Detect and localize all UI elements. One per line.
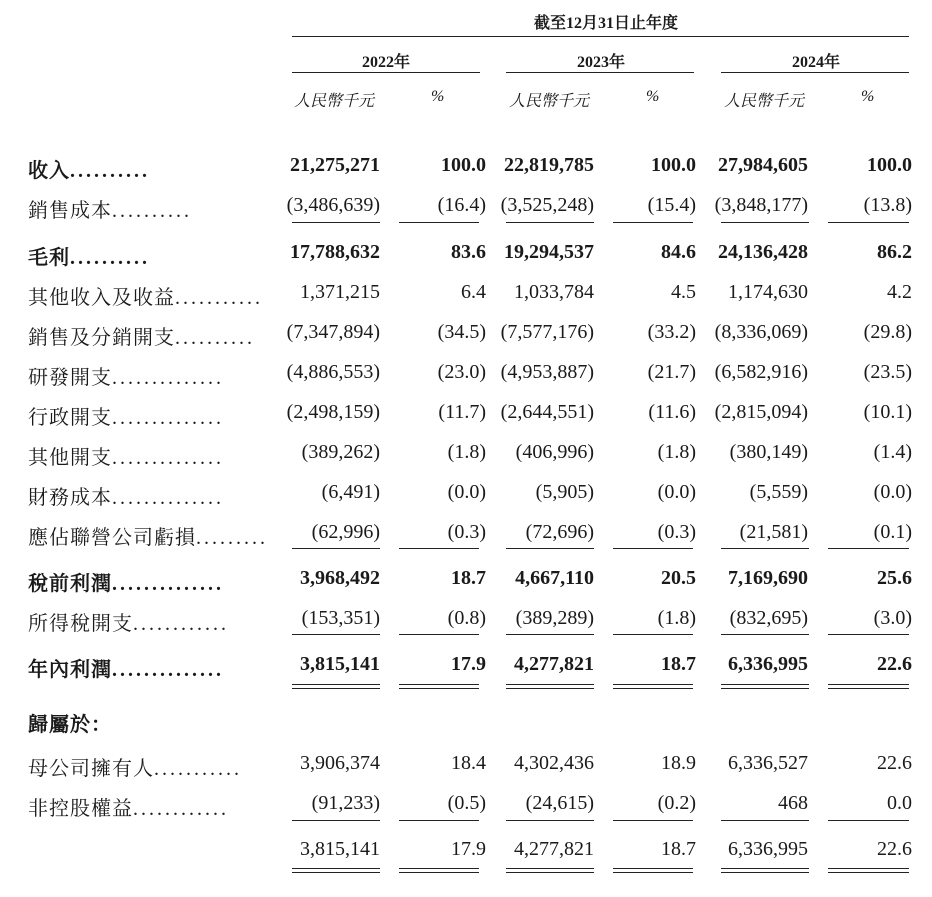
double-rule-total bbox=[721, 868, 809, 869]
double-rule-total-second bbox=[721, 872, 809, 873]
table-row bbox=[0, 792, 932, 822]
double-rule-profit-second bbox=[292, 688, 380, 689]
rule-after-tax bbox=[721, 634, 809, 635]
cell-pct-2024: 4.2 bbox=[887, 281, 912, 303]
rule-after-cost bbox=[506, 222, 594, 223]
table-row bbox=[0, 752, 932, 782]
cell-pct-2022: (0.8) bbox=[447, 607, 486, 629]
row-label bbox=[28, 281, 263, 310]
cell-amount-2023: 4,277,821 bbox=[514, 653, 594, 675]
cell-amount-2022: 3,815,141 bbox=[300, 838, 380, 860]
row-label-text: 銷售及分銷開支 bbox=[28, 327, 175, 349]
double-rule-total bbox=[828, 868, 909, 869]
cell-pct-2024: 22.6 bbox=[877, 838, 912, 860]
cell-amount-2024: (2,815,094) bbox=[714, 401, 808, 423]
table-row bbox=[0, 481, 932, 511]
unit-pct-2023: % bbox=[646, 88, 660, 105]
cell-amount-2023: (7,577,176) bbox=[500, 321, 594, 343]
cell-amount-2024: 6,336,995 bbox=[728, 838, 808, 860]
cell-pct-2024: (0.1) bbox=[873, 521, 912, 543]
cell-amount-2022: (2,498,159) bbox=[286, 401, 380, 423]
cell-amount-2023: (72,696) bbox=[525, 521, 594, 543]
double-rule-profit-second bbox=[506, 688, 594, 689]
rule-after-tax bbox=[399, 634, 479, 635]
rule-after-cost bbox=[292, 222, 380, 223]
year-2022: 2022年 bbox=[362, 54, 411, 71]
cell-pct-2022: (16.4) bbox=[437, 194, 486, 216]
cell-amount-2023: (3,525,248) bbox=[500, 194, 594, 216]
rule-after-tax bbox=[292, 634, 380, 635]
cell-amount-2023: 1,033,784 bbox=[514, 281, 594, 303]
unit-amount-2024: 人民幣千元 bbox=[724, 93, 805, 110]
leader-dots: ......... bbox=[196, 527, 268, 549]
cell-pct-2023: (33.2) bbox=[647, 321, 696, 343]
year-rule-2022 bbox=[292, 72, 480, 73]
double-rule-total bbox=[399, 868, 479, 869]
cell-amount-2024: 7,169,690 bbox=[728, 567, 808, 589]
table-row bbox=[0, 361, 932, 391]
cell-pct-2022: (23.0) bbox=[437, 361, 486, 383]
rule-after-cost bbox=[399, 222, 479, 223]
row-label-text: 歸屬於： bbox=[28, 714, 112, 736]
cell-pct-2022: (34.5) bbox=[437, 321, 486, 343]
row-label-text: 年內利潤 bbox=[28, 659, 112, 681]
row-label-text: 研發開支 bbox=[28, 367, 112, 389]
double-rule-profit-second bbox=[828, 688, 909, 689]
row-label bbox=[28, 607, 229, 636]
cell-pct-2023: 84.6 bbox=[661, 241, 696, 263]
cell-amount-2022: (389,262) bbox=[301, 441, 380, 463]
cell-pct-2024: (23.5) bbox=[863, 361, 912, 383]
leader-dots: .......... bbox=[175, 327, 255, 349]
cell-amount-2022: (153,351) bbox=[301, 607, 380, 629]
cell-amount-2023: 4,667,110 bbox=[515, 567, 594, 589]
double-rule-profit bbox=[506, 684, 594, 685]
cell-pct-2023: 18.7 bbox=[661, 838, 696, 860]
rule-after-minority bbox=[399, 820, 479, 821]
row-label bbox=[28, 481, 224, 510]
cell-pct-2023: 4.5 bbox=[671, 281, 696, 303]
cell-amount-2024: (832,695) bbox=[729, 607, 808, 629]
rule-after-associates bbox=[721, 548, 809, 549]
rule-after-minority bbox=[292, 820, 380, 821]
cell-pct-2022: 17.9 bbox=[451, 838, 486, 860]
cell-amount-2022: (62,996) bbox=[311, 521, 380, 543]
row-label-text: 毛利 bbox=[28, 247, 70, 269]
row-label bbox=[28, 241, 150, 270]
cell-amount-2024: (21,581) bbox=[739, 521, 808, 543]
table-row bbox=[0, 281, 932, 311]
cell-amount-2024: (6,582,916) bbox=[714, 361, 808, 383]
cell-pct-2024: 22.6 bbox=[877, 752, 912, 774]
cell-pct-2023: 100.0 bbox=[651, 154, 696, 176]
cell-pct-2022: (11.7) bbox=[438, 401, 486, 423]
row-label-text: 收入 bbox=[28, 160, 70, 182]
row-label bbox=[28, 401, 224, 430]
leader-dots: .......... bbox=[70, 160, 150, 182]
cell-pct-2023: 20.5 bbox=[661, 567, 696, 589]
cell-pct-2022: 18.4 bbox=[451, 752, 486, 774]
row-label-text: 稅前利潤 bbox=[28, 573, 112, 595]
cell-amount-2022: 21,275,271 bbox=[290, 154, 380, 176]
year-rule-2023 bbox=[506, 72, 694, 73]
double-rule-profit bbox=[399, 684, 479, 685]
cell-amount-2024: 6,336,995 bbox=[728, 653, 808, 675]
row-label-text: 其他開支 bbox=[28, 447, 112, 469]
unit-amount-2023: 人民幣千元 bbox=[509, 93, 590, 110]
rule-after-minority bbox=[828, 820, 909, 821]
leader-dots: ............ bbox=[133, 798, 229, 820]
year-rule-2024 bbox=[721, 72, 909, 73]
cell-amount-2024: (3,848,177) bbox=[714, 194, 808, 216]
leader-dots: .............. bbox=[112, 487, 224, 509]
cell-pct-2023: (0.2) bbox=[657, 792, 696, 814]
year-2023: 2023年 bbox=[577, 54, 626, 71]
rule-after-minority bbox=[721, 820, 809, 821]
cell-amount-2022: (91,233) bbox=[311, 792, 380, 814]
table-row bbox=[0, 838, 932, 868]
leader-dots: .............. bbox=[112, 367, 224, 389]
table-row bbox=[0, 194, 932, 224]
row-label bbox=[28, 521, 268, 550]
rule-after-tax bbox=[613, 634, 693, 635]
row-label bbox=[28, 653, 224, 682]
double-rule-total-second bbox=[292, 872, 380, 873]
rule-after-associates bbox=[399, 548, 479, 549]
cell-pct-2022: 18.7 bbox=[451, 567, 486, 589]
row-label bbox=[28, 441, 224, 470]
cell-pct-2023: (0.3) bbox=[657, 521, 696, 543]
cell-amount-2022: 1,371,215 bbox=[300, 281, 380, 303]
double-rule-total bbox=[292, 868, 380, 869]
row-label-text: 應佔聯營公司虧損 bbox=[28, 527, 196, 549]
cell-pct-2023: (1.8) bbox=[657, 607, 696, 629]
table-row bbox=[0, 653, 932, 683]
row-label-text: 財務成本 bbox=[28, 487, 112, 509]
double-rule-profit bbox=[721, 684, 809, 685]
leader-dots: ............ bbox=[133, 613, 229, 635]
cell-amount-2023: (406,996) bbox=[515, 441, 594, 463]
row-label bbox=[28, 361, 224, 390]
cell-amount-2024: (380,149) bbox=[729, 441, 808, 463]
cell-pct-2024: (1.4) bbox=[873, 441, 912, 463]
row-label bbox=[28, 194, 192, 223]
double-rule-total-second bbox=[506, 872, 594, 873]
rule-after-cost bbox=[721, 222, 809, 223]
cell-amount-2024: 27,984,605 bbox=[718, 154, 808, 176]
double-rule-profit bbox=[613, 684, 693, 685]
unit-amount-2022: 人民幣千元 bbox=[294, 93, 375, 110]
rule-after-associates bbox=[613, 548, 693, 549]
double-rule-profit-second bbox=[613, 688, 693, 689]
leader-dots: .............. bbox=[112, 447, 224, 469]
row-label-text: 銷售成本 bbox=[28, 200, 112, 222]
double-rule-total-second bbox=[399, 872, 479, 873]
table-row bbox=[0, 607, 932, 637]
cell-pct-2022: 6.4 bbox=[461, 281, 486, 303]
cell-pct-2022: 17.9 bbox=[451, 653, 486, 675]
period-title: 截至12月31日止年度 bbox=[534, 15, 679, 32]
cell-pct-2024: (29.8) bbox=[863, 321, 912, 343]
cell-amount-2024: (5,559) bbox=[749, 481, 808, 503]
cell-pct-2024: 25.6 bbox=[877, 567, 912, 589]
row-label bbox=[28, 708, 112, 737]
cell-amount-2024: 468 bbox=[778, 792, 808, 814]
row-label-text: 母公司擁有人 bbox=[28, 758, 154, 780]
cell-amount-2024: 24,136,428 bbox=[718, 241, 808, 263]
cell-pct-2022: (0.0) bbox=[447, 481, 486, 503]
double-rule-profit bbox=[292, 684, 380, 685]
double-rule-profit-second bbox=[399, 688, 479, 689]
cell-amount-2023: (24,615) bbox=[525, 792, 594, 814]
cell-amount-2022: (7,347,894) bbox=[286, 321, 380, 343]
cell-amount-2022: 3,815,141 bbox=[300, 653, 380, 675]
cell-pct-2023: (1.8) bbox=[657, 441, 696, 463]
row-label bbox=[28, 792, 229, 821]
double-rule-profit-second bbox=[721, 688, 809, 689]
cell-amount-2023: 19,294,537 bbox=[504, 241, 594, 263]
cell-pct-2024: (3.0) bbox=[873, 607, 912, 629]
cell-amount-2023: (2,644,551) bbox=[500, 401, 594, 423]
cell-pct-2023: (15.4) bbox=[647, 194, 696, 216]
row-label-text: 其他收入及收益 bbox=[28, 287, 175, 309]
row-label bbox=[28, 321, 255, 350]
row-label-text: 非控股權益 bbox=[28, 798, 133, 820]
rule-after-tax bbox=[506, 634, 594, 635]
leader-dots: .............. bbox=[112, 407, 224, 429]
rule-after-tax bbox=[828, 634, 909, 635]
rule-after-associates bbox=[828, 548, 909, 549]
cell-amount-2022: (4,886,553) bbox=[286, 361, 380, 383]
double-rule-profit bbox=[828, 684, 909, 685]
cell-amount-2023: (4,953,887) bbox=[500, 361, 594, 383]
cell-amount-2024: (8,336,069) bbox=[714, 321, 808, 343]
row-label-text: 所得稅開支 bbox=[28, 613, 133, 635]
cell-pct-2022: 83.6 bbox=[451, 241, 486, 263]
rule-after-cost bbox=[828, 222, 909, 223]
cell-amount-2023: (5,905) bbox=[535, 481, 594, 503]
unit-pct-2024: % bbox=[861, 88, 875, 105]
cell-pct-2022: 100.0 bbox=[441, 154, 486, 176]
leader-dots: .......... bbox=[70, 247, 150, 269]
cell-amount-2023: (389,289) bbox=[515, 607, 594, 629]
cell-pct-2022: (0.5) bbox=[447, 792, 486, 814]
double-rule-total-second bbox=[613, 872, 693, 873]
rule-after-associates bbox=[292, 548, 380, 549]
leader-dots: ........... bbox=[175, 287, 263, 309]
leader-dots: .......... bbox=[112, 200, 192, 222]
cell-amount-2022: (3,486,639) bbox=[286, 194, 380, 216]
table-row bbox=[0, 321, 932, 351]
cell-pct-2024: 0.0 bbox=[887, 792, 912, 814]
leader-dots: ........... bbox=[154, 758, 242, 780]
cell-pct-2024: (10.1) bbox=[863, 401, 912, 423]
table-row bbox=[0, 708, 932, 738]
leader-dots: .............. bbox=[112, 573, 224, 595]
cell-amount-2024: 6,336,527 bbox=[728, 752, 808, 774]
table-row bbox=[0, 401, 932, 431]
table-row bbox=[0, 441, 932, 471]
row-label bbox=[28, 154, 150, 183]
cell-amount-2022: 3,968,492 bbox=[300, 567, 380, 589]
cell-pct-2023: (11.6) bbox=[648, 401, 696, 423]
cell-amount-2024: 1,174,630 bbox=[728, 281, 808, 303]
rule-after-minority bbox=[506, 820, 594, 821]
cell-pct-2024: 22.6 bbox=[877, 653, 912, 675]
double-rule-total bbox=[613, 868, 693, 869]
cell-pct-2022: (1.8) bbox=[447, 441, 486, 463]
rule-after-cost bbox=[613, 222, 693, 223]
cell-pct-2024: 100.0 bbox=[867, 154, 912, 176]
cell-amount-2023: 4,277,821 bbox=[514, 838, 594, 860]
rule-after-minority bbox=[613, 820, 693, 821]
cell-amount-2022: 3,906,374 bbox=[300, 752, 380, 774]
double-rule-total bbox=[506, 868, 594, 869]
leader-dots: .............. bbox=[112, 659, 224, 681]
row-label bbox=[28, 752, 242, 781]
cell-amount-2023: 4,302,436 bbox=[514, 752, 594, 774]
cell-pct-2024: (0.0) bbox=[873, 481, 912, 503]
double-rule-total-second bbox=[828, 872, 909, 873]
unit-pct-2022: % bbox=[431, 88, 445, 105]
cell-pct-2024: 86.2 bbox=[877, 241, 912, 263]
row-label-text: 行政開支 bbox=[28, 407, 112, 429]
cell-pct-2022: (0.3) bbox=[447, 521, 486, 543]
row-label bbox=[28, 567, 224, 596]
cell-pct-2023: (0.0) bbox=[657, 481, 696, 503]
table-row bbox=[0, 241, 932, 271]
cell-amount-2022: 17,788,632 bbox=[290, 241, 380, 263]
cell-amount-2023: 22,819,785 bbox=[504, 154, 594, 176]
table-row bbox=[0, 567, 932, 597]
year-2024: 2024年 bbox=[792, 54, 841, 71]
header-rule bbox=[292, 36, 909, 37]
cell-pct-2024: (13.8) bbox=[863, 194, 912, 216]
table-row bbox=[0, 521, 932, 551]
cell-pct-2023: 18.7 bbox=[661, 653, 696, 675]
cell-pct-2023: 18.9 bbox=[661, 752, 696, 774]
rule-after-associates bbox=[506, 548, 594, 549]
table-row bbox=[0, 154, 932, 184]
cell-pct-2023: (21.7) bbox=[647, 361, 696, 383]
cell-amount-2022: (6,491) bbox=[321, 481, 380, 503]
